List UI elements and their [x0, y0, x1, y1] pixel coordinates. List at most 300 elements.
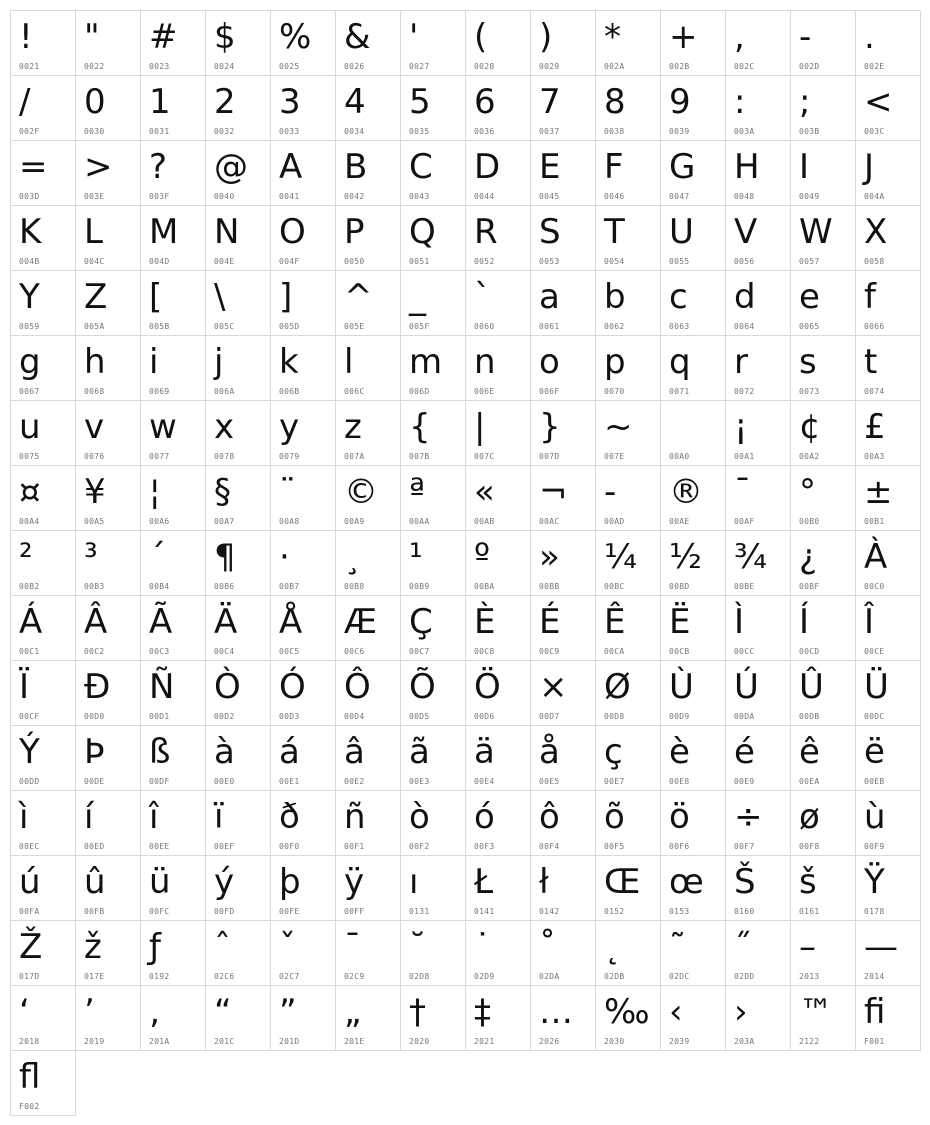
glyph-cell — [596, 336, 661, 401]
glyph-char: È — [474, 602, 496, 642]
glyph-char: ¤ — [19, 472, 41, 512]
glyph-code: 002F — [19, 127, 40, 136]
glyph-code: 0055 — [669, 257, 690, 266]
glyph-char: ı — [409, 862, 419, 902]
glyph-code: 00F9 — [864, 842, 885, 851]
glyph-cell — [206, 206, 271, 271]
glyph-code: 007E — [604, 452, 625, 461]
glyph-code: 2014 — [864, 972, 885, 981]
glyph-cell — [856, 986, 921, 1051]
glyph-code: 02DA — [539, 972, 560, 981]
glyph-code: 003B — [799, 127, 820, 136]
glyph-char: 4 — [344, 82, 366, 122]
glyph-char: ˇ — [279, 927, 296, 967]
glyph-code: 00CB — [669, 647, 690, 656]
glyph-cell — [11, 856, 76, 921]
glyph-char: s — [799, 342, 817, 382]
glyph-char: _ — [409, 277, 426, 317]
glyph-code: 00D0 — [84, 712, 105, 721]
glyph-code: 002B — [669, 62, 690, 71]
glyph-code: 00D9 — [669, 712, 690, 721]
glyph-char: } — [539, 407, 561, 447]
glyph-cell — [466, 986, 531, 1051]
glyph-code: 00CC — [734, 647, 755, 656]
glyph-code: 2026 — [539, 1037, 560, 1046]
glyph-char: é — [734, 732, 755, 772]
glyph-char: ç — [604, 732, 623, 772]
glyph-char: ‰ — [604, 992, 650, 1032]
glyph-char: ð — [279, 797, 300, 837]
glyph-code: 006F — [539, 387, 560, 396]
glyph-char: Š — [734, 862, 756, 902]
glyph-char: L — [84, 212, 103, 252]
glyph-char: I — [799, 147, 810, 187]
glyph-cell — [791, 11, 856, 76]
glyph-cell — [11, 76, 76, 141]
glyph-cell — [791, 791, 856, 856]
glyph-char: ) — [539, 17, 553, 57]
glyph-cell — [206, 921, 271, 986]
glyph-cell — [726, 661, 791, 726]
glyph-char: @ — [214, 147, 248, 187]
glyph-code: 005F — [409, 322, 430, 331]
glyph-code: 0044 — [474, 192, 495, 201]
glyph-char: Ž — [19, 927, 43, 967]
glyph-code: 0036 — [474, 127, 495, 136]
glyph-cell — [401, 206, 466, 271]
glyph-char: ˝ — [734, 927, 751, 967]
glyph-char: e — [799, 277, 820, 317]
glyph-char: / — [19, 82, 31, 122]
glyph-code: 0067 — [19, 387, 40, 396]
glyph-cell — [11, 401, 76, 466]
glyph-char: < — [864, 82, 893, 122]
glyph-code: 00AE — [669, 517, 690, 526]
glyph-char: ý — [214, 862, 235, 902]
glyph-cell — [856, 791, 921, 856]
glyph-char: u — [19, 407, 41, 447]
glyph-cell — [596, 791, 661, 856]
glyph-char: ‘ — [19, 992, 30, 1032]
glyph-char: × — [539, 667, 568, 707]
glyph-code: 00A0 — [669, 452, 690, 461]
glyph-cell — [596, 986, 661, 1051]
glyph-cell — [856, 726, 921, 791]
glyph-code: 0054 — [604, 257, 625, 266]
glyph-code: 0063 — [669, 322, 690, 331]
glyph-cell — [206, 401, 271, 466]
glyph-code: 0038 — [604, 127, 625, 136]
glyph-cell — [466, 791, 531, 856]
glyph-code: 00D5 — [409, 712, 430, 721]
glyph-code: 203A — [734, 1037, 755, 1046]
glyph-code: 00F3 — [474, 842, 495, 851]
glyph-code: 2039 — [669, 1037, 690, 1046]
glyph-char: x — [214, 407, 235, 447]
glyph-char: ® — [669, 472, 703, 512]
glyph-cell — [726, 921, 791, 986]
glyph-cell — [336, 531, 401, 596]
glyph-cell — [466, 596, 531, 661]
glyph-code: 006E — [474, 387, 495, 396]
glyph-code: 00C2 — [84, 647, 105, 656]
glyph-char: ¥ — [84, 472, 106, 512]
glyph-cell — [336, 11, 401, 76]
glyph-code: 2030 — [604, 1037, 625, 1046]
glyph-code: 00B7 — [279, 582, 300, 591]
glyph-char: Ü — [864, 667, 889, 707]
glyph-code: 0062 — [604, 322, 625, 331]
glyph-char: c — [669, 277, 688, 317]
glyph-code: 02DC — [669, 972, 690, 981]
glyph-char: b — [604, 277, 626, 317]
glyph-code: 007B — [409, 452, 430, 461]
glyph-cell — [271, 76, 336, 141]
glyph-cell — [596, 11, 661, 76]
glyph-code: 0040 — [214, 192, 235, 201]
glyph-cell — [726, 271, 791, 336]
glyph-code: 00F5 — [604, 842, 625, 851]
glyph-char: ˆ — [214, 927, 231, 967]
glyph-cell — [596, 856, 661, 921]
glyph-code: 00A9 — [344, 517, 365, 526]
glyph-code: 004C — [84, 257, 105, 266]
glyph-code: 0131 — [409, 907, 430, 916]
glyph-code: 006C — [344, 387, 365, 396]
glyph-cell — [336, 76, 401, 141]
glyph-char: ? — [149, 147, 168, 187]
glyph-cell — [661, 141, 726, 206]
glyph-char: « — [474, 472, 495, 512]
glyph-char: ˚ — [539, 927, 556, 967]
glyph-cell — [726, 401, 791, 466]
glyph-char: É — [539, 602, 561, 642]
glyph-code: 02C7 — [279, 972, 300, 981]
glyph-char: & — [344, 17, 371, 57]
glyph-code: 006D — [409, 387, 430, 396]
glyph-cell — [271, 986, 336, 1051]
glyph-code: 0060 — [474, 322, 495, 331]
glyph-code: 0079 — [279, 452, 300, 461]
glyph-cell — [141, 76, 206, 141]
glyph-cell — [206, 531, 271, 596]
glyph-cell — [856, 271, 921, 336]
glyph-code: 00B6 — [214, 582, 235, 591]
glyph-code: 0072 — [734, 387, 755, 396]
glyph-cell — [531, 661, 596, 726]
glyph-cell — [141, 466, 206, 531]
glyph-char: V — [734, 212, 758, 252]
glyph-char: . — [864, 17, 875, 57]
glyph-cell — [856, 206, 921, 271]
glyph-cell — [791, 206, 856, 271]
glyph-cell — [531, 791, 596, 856]
glyph-code: 00D2 — [214, 712, 235, 721]
glyph-cell — [791, 76, 856, 141]
glyph-char: Ê — [604, 602, 626, 642]
glyph-cell — [531, 726, 596, 791]
glyph-cell — [11, 726, 76, 791]
glyph-char: l — [344, 342, 354, 382]
glyph-cell — [271, 791, 336, 856]
glyph-code: 00F4 — [539, 842, 560, 851]
glyph-code: 00D8 — [604, 712, 625, 721]
glyph-code: 201A — [149, 1037, 170, 1046]
glyph-code: 00C6 — [344, 647, 365, 656]
glyph-code: 0073 — [799, 387, 820, 396]
glyph-code: 00FD — [214, 907, 235, 916]
glyph-cell — [336, 791, 401, 856]
glyph-code: 0030 — [84, 127, 105, 136]
glyph-code: 201E — [344, 1037, 365, 1046]
glyph-cell — [726, 336, 791, 401]
glyph-char: Z — [84, 277, 108, 317]
glyph-cell — [401, 141, 466, 206]
glyph-char: © — [344, 472, 378, 512]
glyph-cell — [726, 141, 791, 206]
glyph-code: 002E — [864, 62, 885, 71]
glyph-cell — [271, 661, 336, 726]
glyph-cell — [726, 726, 791, 791]
glyph-char: \ — [214, 277, 226, 317]
glyph-code: 2018 — [19, 1037, 40, 1046]
glyph-cell — [271, 856, 336, 921]
glyph-char: Á — [19, 602, 43, 642]
glyph-char: ä — [474, 732, 495, 772]
glyph-char: ë — [864, 732, 885, 772]
glyph-char: û — [84, 862, 106, 902]
glyph-code: 004E — [214, 257, 235, 266]
glyph-cell — [856, 921, 921, 986]
glyph-char: ª — [409, 472, 426, 512]
glyph-cell — [856, 466, 921, 531]
glyph-char: * — [604, 17, 621, 57]
glyph-char: % — [279, 17, 312, 57]
glyph-code: 00BC — [604, 582, 625, 591]
glyph-code: 02C6 — [214, 972, 235, 981]
glyph-code: F001 — [864, 1037, 885, 1046]
glyph-char: š — [799, 862, 817, 902]
glyph-cell — [336, 401, 401, 466]
glyph-code: 2019 — [84, 1037, 105, 1046]
glyph-code: 00DE — [84, 777, 105, 786]
glyph-char: 6 — [474, 82, 496, 122]
glyph-char: + — [669, 17, 698, 57]
glyph-cell — [206, 141, 271, 206]
glyph-code: 2021 — [474, 1037, 495, 1046]
glyph-cell — [76, 76, 141, 141]
glyph-code: 00FC — [149, 907, 170, 916]
glyph-cell — [401, 726, 466, 791]
glyph-char: î — [149, 797, 159, 837]
glyph-cell — [336, 726, 401, 791]
glyph-char: ò — [409, 797, 430, 837]
glyph-char: $ — [214, 17, 236, 57]
glyph-char: 5 — [409, 82, 431, 122]
glyph-char: ú — [19, 862, 41, 902]
glyph-code: 0023 — [149, 62, 170, 71]
glyph-char: À — [864, 537, 888, 577]
glyph-cell — [271, 336, 336, 401]
glyph-code: 00B0 — [799, 517, 820, 526]
glyph-code: 00D7 — [539, 712, 560, 721]
glyph-code: 201D — [279, 1037, 300, 1046]
glyph-cell — [206, 336, 271, 401]
glyph-code: 00EA — [799, 777, 820, 786]
glyph-cell — [11, 1051, 76, 1116]
glyph-char: ] — [279, 277, 293, 317]
glyph-cell — [856, 596, 921, 661]
glyph-char: M — [149, 212, 179, 252]
glyph-char: » — [539, 537, 560, 577]
glyph-cell — [11, 271, 76, 336]
glyph-char: ‹ — [669, 992, 683, 1032]
glyph-code: 00B8 — [344, 582, 365, 591]
glyph-cell — [791, 466, 856, 531]
glyph-code: 0075 — [19, 452, 40, 461]
glyph-cell — [271, 726, 336, 791]
glyph-cell — [856, 141, 921, 206]
glyph-char: Å — [279, 602, 303, 642]
glyph-code: 201C — [214, 1037, 235, 1046]
glyph-char: õ — [604, 797, 625, 837]
glyph-cell — [596, 401, 661, 466]
glyph-char: ` — [474, 277, 491, 317]
glyph-code: 02DD — [734, 972, 755, 981]
glyph-char: ‡ — [474, 992, 491, 1032]
glyph-cell — [76, 726, 141, 791]
glyph-cell — [76, 401, 141, 466]
glyph-char: ¼ — [604, 537, 637, 577]
glyph-cell — [76, 986, 141, 1051]
glyph-char: ﬂ — [19, 1057, 41, 1097]
glyph-char: k — [279, 342, 299, 382]
glyph-code: 00AB — [474, 517, 495, 526]
glyph-char: N — [214, 212, 240, 252]
glyph-cell — [661, 466, 726, 531]
glyph-cell — [596, 661, 661, 726]
glyph-code: 017D — [19, 972, 40, 981]
glyph-char: D — [474, 147, 501, 187]
glyph-cell — [531, 856, 596, 921]
glyph-code: 0021 — [19, 62, 40, 71]
glyph-code: 0024 — [214, 62, 235, 71]
glyph-char: ˘ — [409, 927, 426, 967]
glyph-cell — [271, 11, 336, 76]
glyph-code: F002 — [19, 1102, 40, 1111]
glyph-char: [ — [149, 277, 163, 317]
glyph-cell — [531, 141, 596, 206]
glyph-char: ¿ — [799, 537, 818, 577]
glyph-code: 004D — [149, 257, 170, 266]
glyph-code: 0029 — [539, 62, 560, 71]
glyph-cell — [466, 531, 531, 596]
glyph-char: W — [799, 212, 833, 252]
glyph-code: 00E2 — [344, 777, 365, 786]
glyph-cell — [531, 596, 596, 661]
glyph-cell — [141, 141, 206, 206]
glyph-char: Æ — [344, 602, 378, 642]
glyph-code: 00A8 — [279, 517, 300, 526]
glyph-char: ³ — [84, 537, 98, 577]
glyph-cell — [531, 921, 596, 986]
glyph-char: Û — [799, 667, 824, 707]
glyph-char: Ù — [669, 667, 694, 707]
glyph-cell — [856, 401, 921, 466]
glyph-char: d — [734, 277, 756, 317]
glyph-char: ˙ — [474, 927, 491, 967]
glyph-char: F — [604, 147, 624, 187]
glyph-char: ù — [864, 797, 886, 837]
glyph-code: 00E1 — [279, 777, 300, 786]
glyph-cell — [401, 856, 466, 921]
glyph-cell — [791, 271, 856, 336]
glyph-char: t — [864, 342, 878, 382]
glyph-char: ¶ — [214, 537, 236, 577]
glyph-cell — [791, 921, 856, 986]
glyph-char: m — [409, 342, 443, 382]
glyph-char: 3 — [279, 82, 301, 122]
glyph-code: 02C9 — [344, 972, 365, 981]
glyph-char: S — [539, 212, 561, 252]
glyph-code: 0033 — [279, 127, 300, 136]
glyph-char: Õ — [409, 667, 436, 707]
glyph-cell — [791, 986, 856, 1051]
glyph-cell — [271, 141, 336, 206]
glyph-code: 00DA — [734, 712, 755, 721]
glyph-code: 0078 — [214, 452, 235, 461]
glyph-code: 00F0 — [279, 842, 300, 851]
glyph-code: 0160 — [734, 907, 755, 916]
glyph-code: 00DF — [149, 777, 170, 786]
glyph-char: ÿ — [344, 862, 365, 902]
glyph-code: 017E — [84, 972, 105, 981]
glyph-char: › — [734, 992, 748, 1032]
glyph-code: 00BA — [474, 582, 495, 591]
glyph-code: 00EF — [214, 842, 235, 851]
glyph-char: Q — [409, 212, 436, 252]
glyph-cell — [726, 596, 791, 661]
glyph-char: q — [669, 342, 691, 382]
glyph-char: ƒ — [149, 927, 161, 967]
glyph-code: 00E0 — [214, 777, 235, 786]
glyph-cell — [11, 141, 76, 206]
glyph-char: ~ — [604, 407, 633, 447]
glyph-char: „ — [344, 992, 362, 1032]
glyph-code: 0028 — [474, 62, 495, 71]
glyph-code: 00A2 — [799, 452, 820, 461]
glyph-cell — [466, 11, 531, 76]
glyph-code: 003C — [864, 127, 885, 136]
glyph-cell — [726, 531, 791, 596]
glyph-cell — [466, 336, 531, 401]
glyph-cell — [401, 531, 466, 596]
glyph-char: 7 — [539, 82, 561, 122]
glyph-char: i — [149, 342, 159, 382]
glyph-cell — [271, 531, 336, 596]
glyph-cell — [466, 271, 531, 336]
glyph-cell — [401, 401, 466, 466]
glyph-char: ñ — [344, 797, 366, 837]
glyph-char: ü — [149, 862, 171, 902]
glyph-code: 0048 — [734, 192, 755, 201]
glyph-code: 00D1 — [149, 712, 170, 721]
glyph-cell — [141, 661, 206, 726]
glyph-char: X — [864, 212, 888, 252]
glyph-char: Ö — [474, 667, 501, 707]
glyph-code: 0152 — [604, 907, 625, 916]
glyph-cell — [856, 531, 921, 596]
